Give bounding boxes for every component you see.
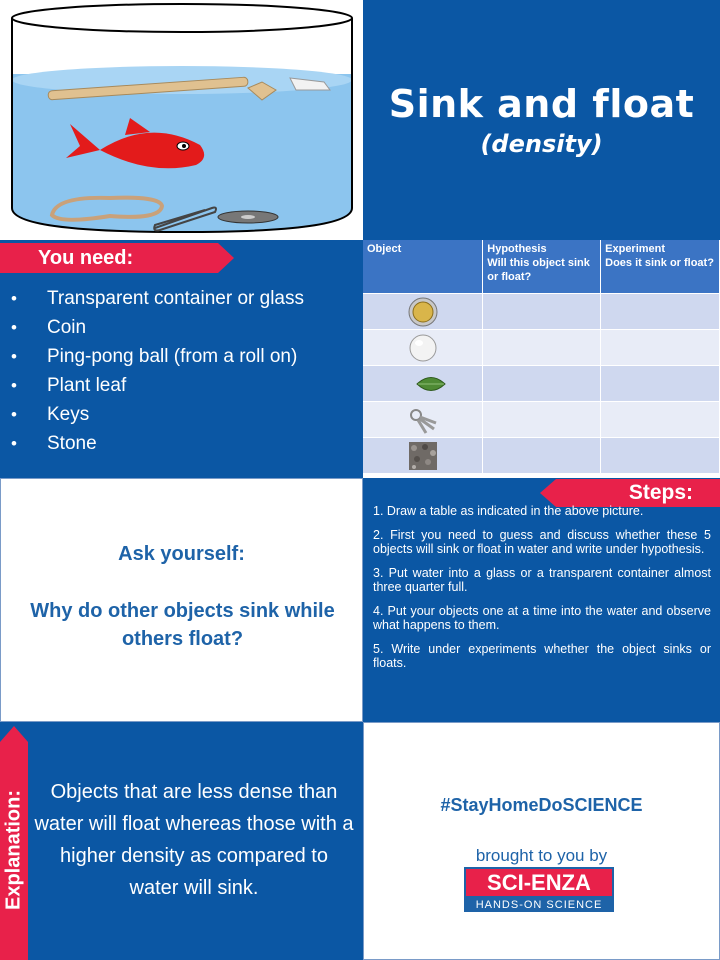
header-hypothesis: Hypothesis Will this object sink or float? bbox=[483, 240, 601, 293]
list-item: • Keys bbox=[11, 404, 90, 425]
explanation-text: Objects that are less dense than water will float whereas those with a higher density as compared to water will sink. bbox=[34, 781, 354, 899]
object-cell bbox=[363, 365, 483, 401]
list-item: • Ping-pong ball (from a roll on) bbox=[11, 346, 298, 367]
list-item: • Coin bbox=[11, 317, 87, 338]
explanation-tag-arrow bbox=[0, 726, 28, 742]
object-cell bbox=[363, 329, 483, 365]
needs-list bbox=[0, 284, 304, 458]
experiment-cell[interactable] bbox=[601, 437, 720, 473]
explanation-label: Explanation: bbox=[2, 789, 25, 911]
steps-tag-arrow bbox=[540, 479, 556, 507]
coin-icon bbox=[408, 297, 438, 327]
page-subtitle: (density) bbox=[480, 130, 603, 158]
table-row bbox=[363, 293, 720, 329]
table-row bbox=[363, 401, 720, 437]
page-title: Sink and float bbox=[388, 82, 695, 126]
ball-icon bbox=[408, 333, 438, 363]
object-cell bbox=[363, 293, 483, 329]
promo-panel bbox=[363, 722, 720, 960]
keys-icon bbox=[408, 405, 438, 435]
list-item: • Stone bbox=[11, 433, 97, 454]
object-cell bbox=[363, 437, 483, 473]
table-header-row bbox=[363, 240, 720, 293]
svg-text:SCI-ENZA: SCI-ENZA bbox=[487, 870, 591, 895]
step-item: 4. Put your objects one at a time into the water and observe what happens to them. bbox=[373, 604, 711, 632]
ask-heading: Ask yourself: bbox=[118, 543, 245, 565]
svg-text:HANDS-ON SCIENCE: HANDS-ON SCIENCE bbox=[475, 899, 603, 911]
hypothesis-cell[interactable] bbox=[483, 365, 601, 401]
object-table bbox=[363, 240, 720, 473]
list-item: • Plant leaf bbox=[11, 375, 127, 396]
needs-tag-arrow bbox=[218, 243, 234, 273]
header-experiment: Experiment Does it sink or float? bbox=[601, 240, 720, 293]
brought-to-you-text: brought to you by bbox=[475, 846, 608, 865]
leaf-icon bbox=[408, 369, 454, 399]
ask-yourself-panel bbox=[0, 478, 363, 722]
hypothesis-cell[interactable] bbox=[483, 437, 601, 473]
experiment-cell[interactable] bbox=[601, 401, 720, 437]
table-row bbox=[363, 365, 720, 401]
hashtag: #StayHomeDoSCIENCE bbox=[440, 795, 643, 815]
table-row bbox=[363, 329, 720, 365]
disc-icon bbox=[218, 211, 278, 223]
list-item: • Transparent container or glass bbox=[11, 288, 304, 309]
needs-heading: You need: bbox=[0, 243, 218, 273]
title-panel bbox=[363, 0, 720, 240]
sci-enza-logo bbox=[464, 867, 614, 912]
experiment-cell[interactable] bbox=[601, 329, 720, 365]
steps-heading: Steps: bbox=[556, 479, 720, 507]
step-item: 5. Write under experiments whether the object sinks or floats. bbox=[373, 642, 711, 670]
ask-question: Why do other objects sink while others float? bbox=[30, 600, 335, 650]
header-object: Object bbox=[363, 240, 483, 293]
hypothesis-cell[interactable] bbox=[483, 293, 601, 329]
hypothesis-cell[interactable] bbox=[483, 329, 601, 365]
object-table-panel bbox=[363, 240, 720, 478]
step-item: 1. Draw a table as indicated in the above picture. bbox=[373, 504, 644, 518]
steps-list bbox=[373, 504, 711, 680]
stone-icon bbox=[408, 441, 438, 471]
step-item: 2. First you need to guess and discuss whether these 5 objects will sink or float in water and write under hypothesis. bbox=[373, 528, 711, 556]
glass-illustration bbox=[0, 0, 363, 240]
experiment-cell[interactable] bbox=[601, 293, 720, 329]
table-row bbox=[363, 437, 720, 473]
hypothesis-cell[interactable] bbox=[483, 401, 601, 437]
object-cell bbox=[363, 401, 483, 437]
step-item: 3. Put water into a glass or a transparent container almost three quarter full. bbox=[373, 566, 711, 594]
experiment-cell[interactable] bbox=[601, 365, 720, 401]
